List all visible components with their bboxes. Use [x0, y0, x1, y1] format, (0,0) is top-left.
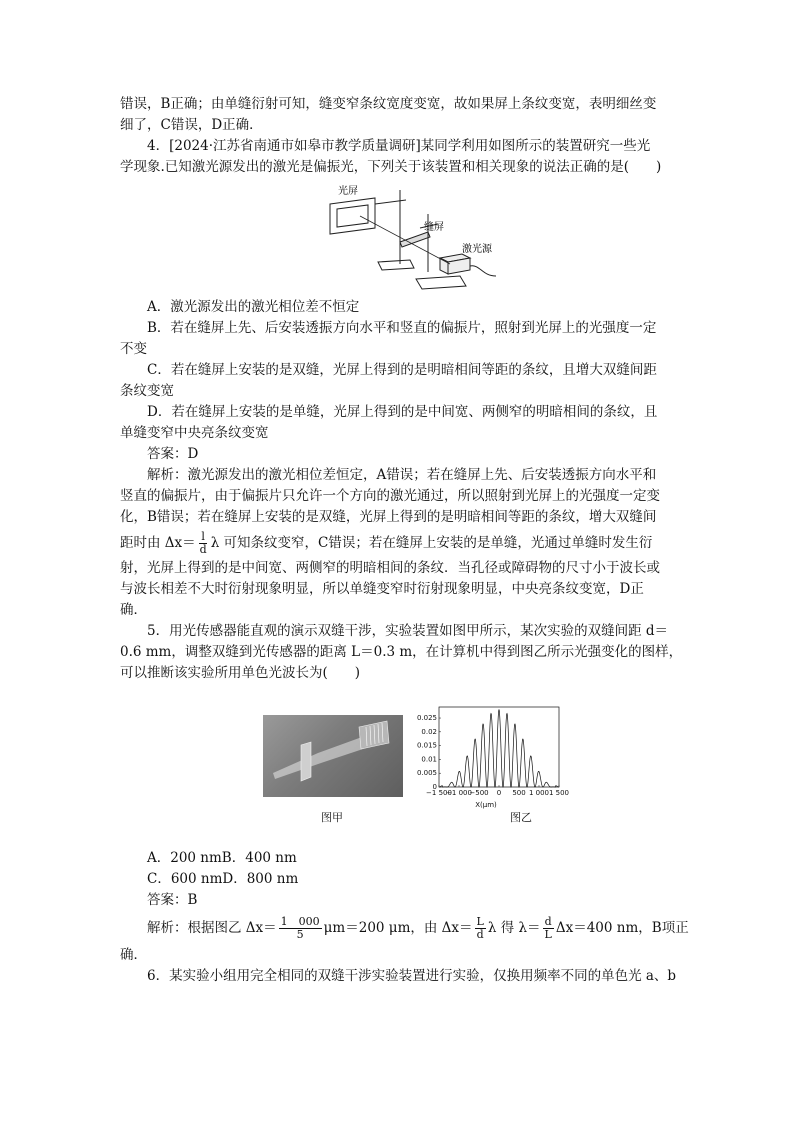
x-tick-label: −500 [469, 789, 489, 797]
analysis-4: 竖直的偏振片，由于偏振片只允许一个方向的激光通过，所以照射到光屏上的光强度一定变 [120, 488, 660, 504]
fraction [198, 531, 209, 556]
y-ticks [417, 714, 441, 791]
question-5-stem: 5．用光传感器能直观的演示双缝干涉，实验装置如图甲所示，某次实验的双缝间距 d＝ [147, 623, 669, 639]
y-tick-label: 0.005 [416, 769, 437, 778]
x-axis-label: X(μm) [475, 801, 497, 809]
option-c: C．若在缝屏上安装的是双缝，光屏上得到的是明暗相间等距的条纹，且增大双缝间距 [147, 362, 657, 378]
light-beam [273, 733, 375, 779]
chart-axes [439, 707, 559, 787]
analysis-5-formula [120, 911, 689, 945]
y-tick-label: 0.025 [416, 714, 437, 723]
option-5-cd: C．600 nmD．800 nm [147, 871, 299, 887]
numerator: 1 000 [280, 915, 320, 928]
analysis-4: 解析：激光源发出的激光相位差恒定，A错误；若在缝屏上先、后安装透振方向水平和 [147, 467, 657, 483]
formula-text: μm＝200 μm，由 Δx＝ [323, 920, 473, 936]
laser-source [440, 254, 496, 276]
caption-fig-a: 图甲 [321, 811, 343, 824]
option-b: B．若在缝屏上先、后安装透振方向水平和竖直的偏振片，照射到光屏上的光强度一定 [147, 320, 657, 336]
x-tick-label: 1 000 [528, 789, 550, 797]
caption-fig-b: 图乙 [510, 811, 532, 824]
apparatus-photo [263, 715, 403, 797]
y-tick-label: 0.015 [416, 741, 437, 750]
numerator: L [476, 915, 484, 928]
plot-frame [439, 707, 559, 787]
answer-4: 答案：D [147, 446, 199, 462]
photo-drawing [263, 715, 403, 797]
analysis-4: 确． [120, 602, 147, 618]
formula-text: Δx＝400 nm，B项正 [555, 920, 689, 936]
option-5-ab: A．200 nmB．400 nm [147, 850, 297, 866]
analysis-5: 确． [120, 947, 147, 963]
question-6-stem: 6．某实验小组用完全相同的双缝干涉实验装置进行实验，仅换用频率不同的单色光 a、b [147, 968, 677, 984]
formula-text: λ 得 λ＝ [487, 920, 541, 936]
analysis-4: 化，B错误；若在缝屏上安装的是双缝，光屏上得到的是明暗相间等距的条纹，增大双缝间 [120, 509, 657, 525]
intensity-chart [409, 705, 570, 809]
denominator: L [544, 928, 552, 941]
label-light-screen: 光屏 [338, 186, 358, 197]
option-a: A．激光源发出的激光相位差不恒定 [147, 299, 360, 315]
option-c-cont: 条纹变宽 [120, 383, 174, 399]
denominator: 5 [296, 928, 304, 941]
intensity-curve [439, 710, 559, 787]
analysis-4: 射，光屏上得到的是中间宽、两侧窄的明暗相间的条纹．当孔径或障碍物的尺寸小于波长或 [120, 560, 660, 576]
formula-text: 解析：根据图乙 Δx＝ [147, 920, 277, 936]
apparatus-figure [320, 184, 502, 296]
x-tick-label: 500 [512, 789, 526, 797]
question-4-stem: 学现象.已知激光源发出的激光是偏振光，下列关于该装置和相关现象的说法正确的是( ) [120, 159, 662, 175]
x-tick-label: 0 [496, 789, 502, 797]
question-5-stem: 0.6 mm，调整双缝到光传感器的距离 L＝0.3 m，在计算机中得到图乙所示光强变化的图样， [120, 644, 683, 660]
fraction [543, 916, 554, 941]
denominator: d [199, 543, 207, 556]
numerator: d [544, 915, 552, 928]
x-tick-label: −1 000 [446, 789, 472, 797]
analysis-4-formula [120, 528, 676, 558]
fraction [475, 916, 486, 941]
formula-text: 距时由 Δx＝ [120, 535, 196, 551]
fraction [279, 916, 322, 941]
light-screen [330, 198, 375, 234]
x-tick-label: −1 500 [426, 789, 452, 797]
question-4-stem: 4．[2024·江苏省南通市如皋市教学质量调研]某同学利用如图所示的装置研究一些光 [147, 138, 651, 154]
option-b-cont: 不变 [120, 341, 147, 357]
analysis-4: 与波长相差不大时衍射现象明显，所以单缝变窄时衍射现象明显，中央亮条纹变宽，D正 [120, 581, 644, 597]
stand-1 [375, 190, 414, 270]
x-tick-label: 1 500 [548, 789, 570, 797]
text-line: 细了，C错误，D正确． [120, 117, 263, 133]
label-slit-screen: 缝屏 [424, 222, 444, 233]
option-d-cont: 单缝变窄中央亮条纹变宽 [120, 425, 269, 441]
label-laser-source: 激光源 [462, 244, 492, 255]
text-line: 错误，B正确；由单缝衍射可知，缝变窄条纹宽度变宽，故如果屏上条纹变宽，表明细丝变 [120, 96, 657, 112]
answer-5: 答案：B [147, 892, 198, 908]
option-d: D．若在缝屏上安装的是单缝，光屏上得到的是中间宽、两侧窄的明暗相间的条纹，且 [147, 404, 658, 420]
y-tick-label: 0.02 [421, 727, 437, 736]
y-tick-label: 0.01 [421, 755, 437, 764]
question-5-stem: 可以推断该实验所用单色光波长为( ) [120, 665, 361, 681]
figure-pair [263, 714, 570, 824]
double-slit-plate [301, 742, 311, 781]
formula-text: λ 可知条纹变窄，C错误；若在缝屏上安装的是单缝，光通过单缝时发生衍 [210, 535, 653, 551]
denominator: d [476, 928, 484, 941]
y-tick-label: 0 [432, 783, 437, 791]
numerator: l [201, 530, 205, 543]
